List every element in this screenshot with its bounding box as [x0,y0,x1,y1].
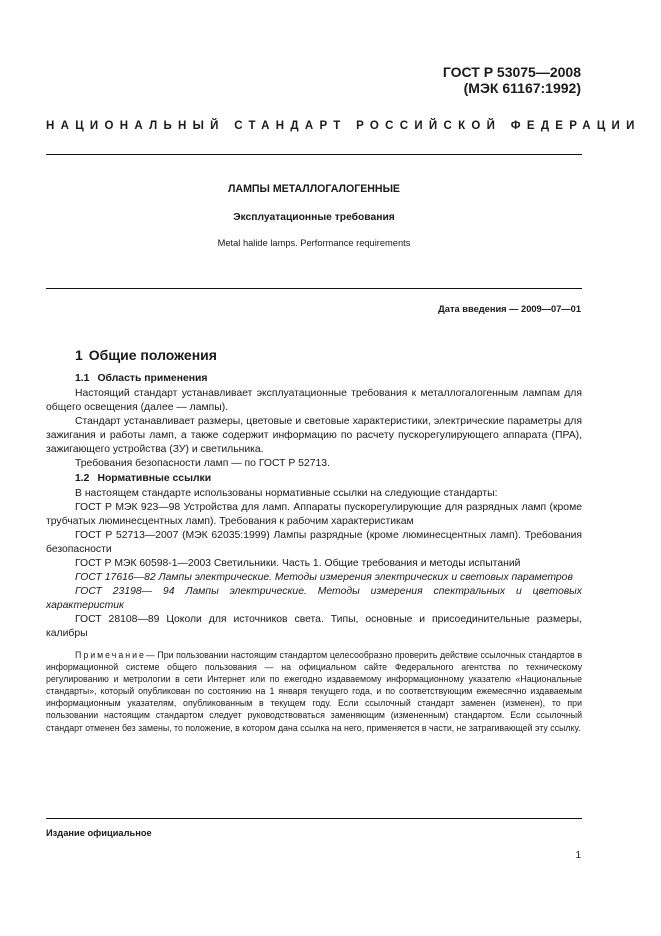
note-text: — При пользовании настоящим стандартом целесообразно проверить действие ссылочных стандартов в информационной системе общего пользования — на официальном сайте Федерального агентства по техническому регулированию и метрологии в сети Интернет или по ежегодно издаваемому информационному указателю «Национальные стандарты», который опубликован по состоянию на 1 января текущего года, и по соответствующим ежемесячно издаваемым информационным указателям, опубликованным в текущем году. Если ссылочный стандарт заменен (изменен), то при пользовании настоящим стандартом следует руководствоваться заменяющим (измененным) стандартом. Если ссылочный стандарт отменен без замены, то положение, в котором дана ссылка на него, применяется в части, не затрагивающей эту ссылку. [46,650,582,733]
reference-item: ГОСТ Р 52713—2007 (МЭК 62035:1999) Лампы разрядные (кроме люминесцентных ламп). Требования безопасности [46,530,582,555]
edition-label: Издание официальное [46,828,152,838]
subsection-title: Область применения [97,373,208,384]
document-subtitle: Эксплуатационные требования [233,212,395,223]
reference-item: ГОСТ Р МЭК 60598-1—2003 Светильники. Часть 1. Общие требования и методы испытаний [75,558,521,569]
document-body [46,340,582,734]
page-number: 1 [575,850,581,861]
reference-item: ГОСТ Р МЭК 923—98 Устройства для ламп. Аппараты пускорегулирующие для разрядных ламп (кроме трубчатых люминесцентных ламп). Требования к рабочим характеристикам [46,502,582,527]
subsection-number: 1.1 [75,373,90,384]
header-divider [46,154,582,155]
paragraph: Стандарт устанавливает размеры, цветовые и световые характеристики, электрические параметры для зажигания и работы ламп, а также содержит информацию по расчету пускорегулирующего аппарата (ПРА), зажигающего устройства (ЗУ) и светильника. [46,416,582,455]
reference-item: ГОСТ 17616—82 Лампы электрические. Методы измерения электрических и световых параметров [75,572,573,583]
english-title: Metal halide lamps. Performance requirements [217,238,411,248]
section-title: Общие положения [88,347,217,363]
reference-item: ГОСТ 28108—89 Цоколи для источников света. Типы, основные и присоединительные размеры, калибры [46,614,582,639]
paragraph: Настоящий стандарт устанавливает эксплуатационные требования к металлогалогенным лампам для общего освещения (далее — лампы). [46,388,582,413]
note-label: Примечание [75,650,146,660]
section-heading [75,345,582,365]
section-number: 1 [75,347,83,363]
note [46,649,582,734]
document-code-line: ГОСТ Р 53075—2008 [442,64,581,80]
title-divider [46,288,582,289]
document-title: ЛАМПЫ МЕТАЛЛОГАЛОГЕННЫЕ [227,183,401,195]
references-intro: В настоящем стандарте использованы нормативные ссылки на следующие стандарты: [75,488,498,499]
document-code-iec-line: (МЭК 61167:1992) [463,80,581,96]
subsection-heading-scope [75,372,582,386]
subsection-title: Нормативные ссылки [97,473,212,484]
introduction-date: Дата введения — 2009—07—01 [438,304,581,314]
subsection-heading-references [75,472,582,486]
standard-header: НАЦИОНАЛЬНЫЙ СТАНДАРТ РОССИЙСКОЙ ФЕДЕРАЦИИ [46,120,641,132]
document-code [443,64,581,96]
footer-divider [46,818,582,819]
paragraph: Требования безопасности ламп — по ГОСТ Р 52713. [75,458,330,469]
reference-item: ГОСТ 23198— 94 Лампы электрические. Методы измерения спектральных и цветовых характеристик [46,586,582,611]
subsection-number: 1.2 [75,473,90,484]
